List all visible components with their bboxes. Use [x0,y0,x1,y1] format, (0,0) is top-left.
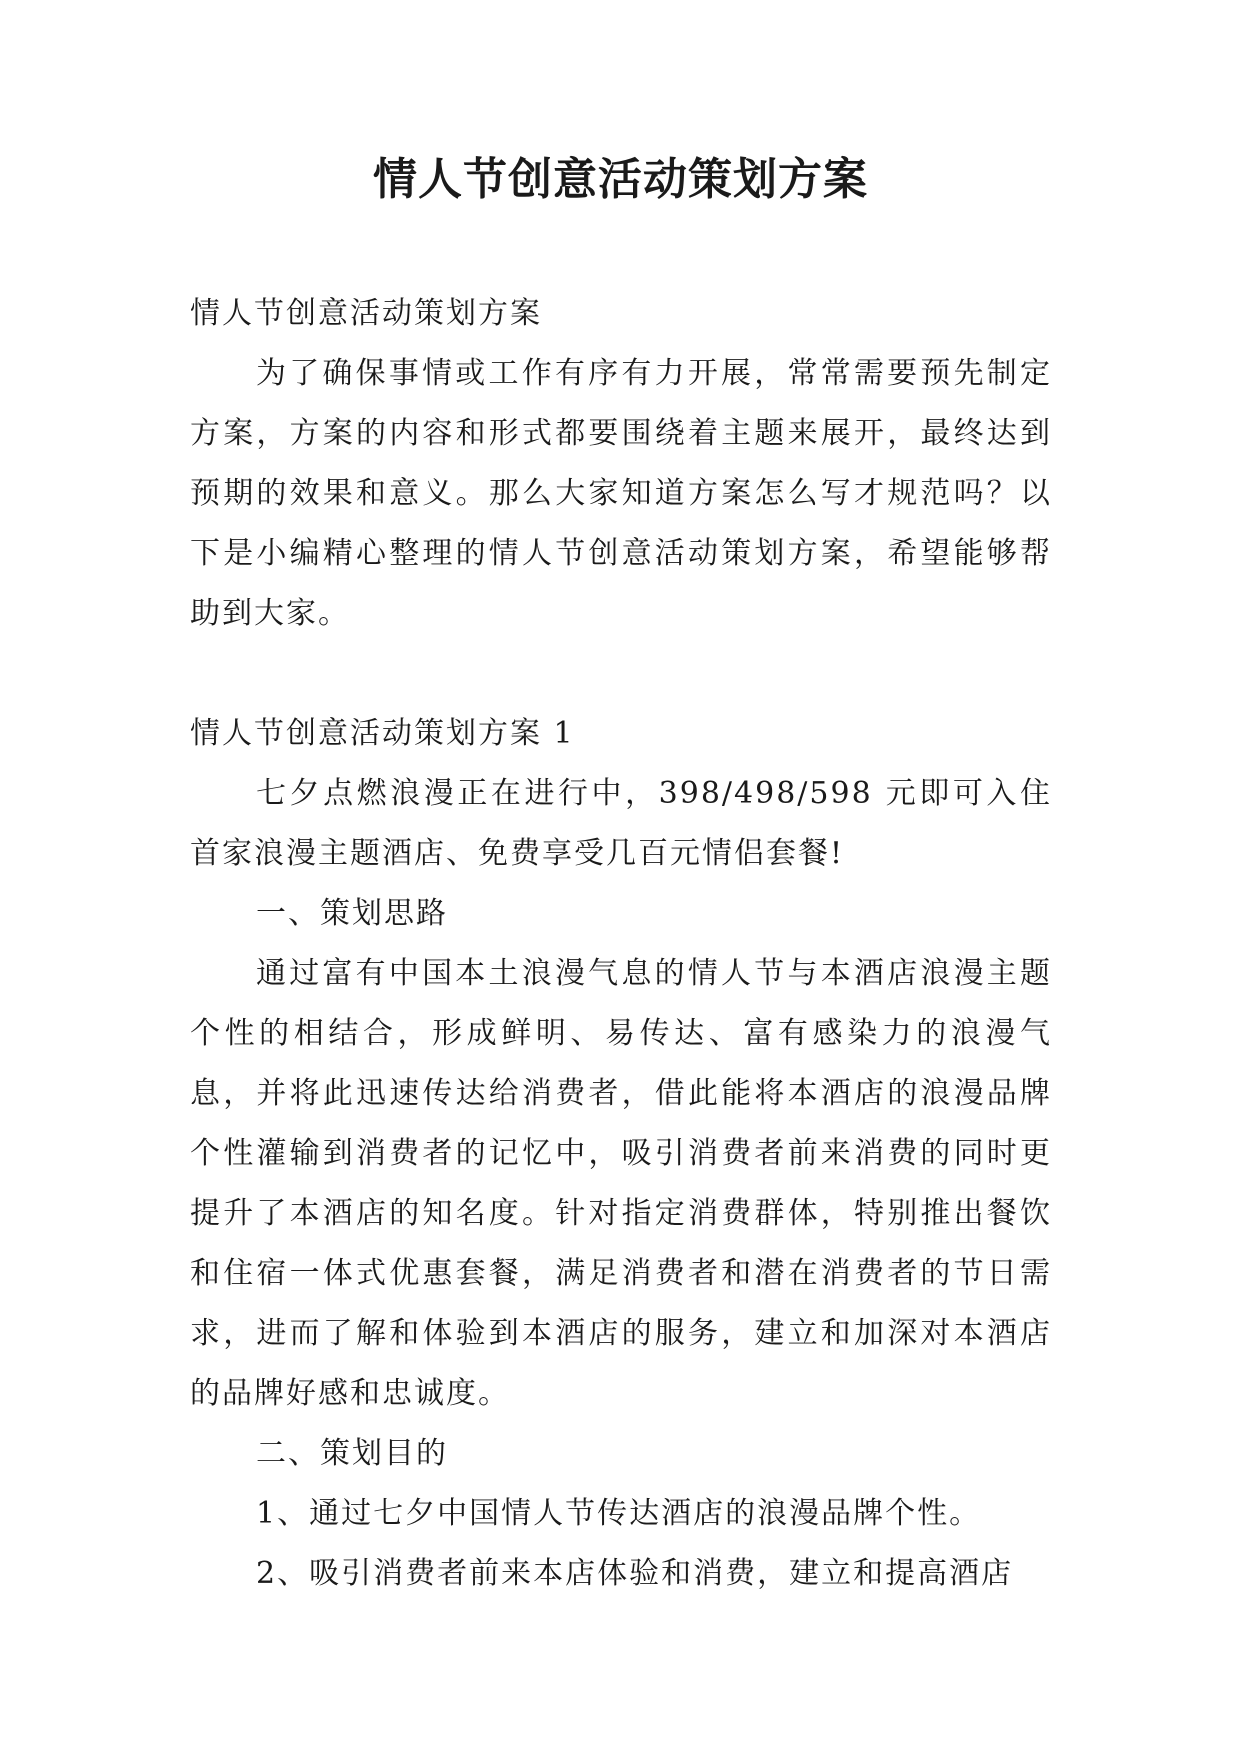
part2-item-2: 2、吸引消费者前来本店体验和消费，建立和提高酒店 [256,1556,1014,1591]
section-spacer [190,644,1052,704]
section1-heading: 情人节创意活动策划方案 1 [190,716,575,751]
part2-heading: 二、策划目的 [256,1436,448,1471]
intro-heading: 情人节创意活动策划方案 [190,296,542,331]
document-body [190,284,1052,1604]
intro-paragraph: 为了确保事情或工作有序有力开展，常常需要预先制定方案，方案的内容和形式都要围绕着主题来展开，最终达到预期的效果和意义。那么大家知道方案怎么写才规范吗？以下是小编精心整理的情人节创意活动策划方案，希望能够帮助到大家。 [190,356,1052,631]
part1-paragraph: 通过富有中国本土浪漫气息的情人节与本酒店浪漫主题个性的相结合，形成鲜明、易传达、富有感染力的浪漫气息，并将此迅速传达给消费者，借此能将本酒店的浪漫品牌个性灌输到消费者的记忆中，吸引消费者前来消费的同时更提升了本酒店的知名度。针对指定消费群体，特别推出餐饮和住宿一体式优惠套餐，满足消费者和潜在消费者的节日需求，进而了解和体验到本酒店的服务，建立和加深对本酒店的品牌好感和忠诚度。 [190,956,1052,1411]
section1-lead-paragraph: 七夕点燃浪漫正在进行中，398/498/598 元即可入住首家浪漫主题酒店、免费享受几百元情侣套餐! [190,776,1052,871]
document-title: 情人节创意活动策划方案 [373,154,868,205]
part2-item-1: 1、通过七夕中国情人节传达酒店的浪漫品牌个性。 [256,1496,982,1531]
part1-heading: 一、策划思路 [256,896,448,931]
